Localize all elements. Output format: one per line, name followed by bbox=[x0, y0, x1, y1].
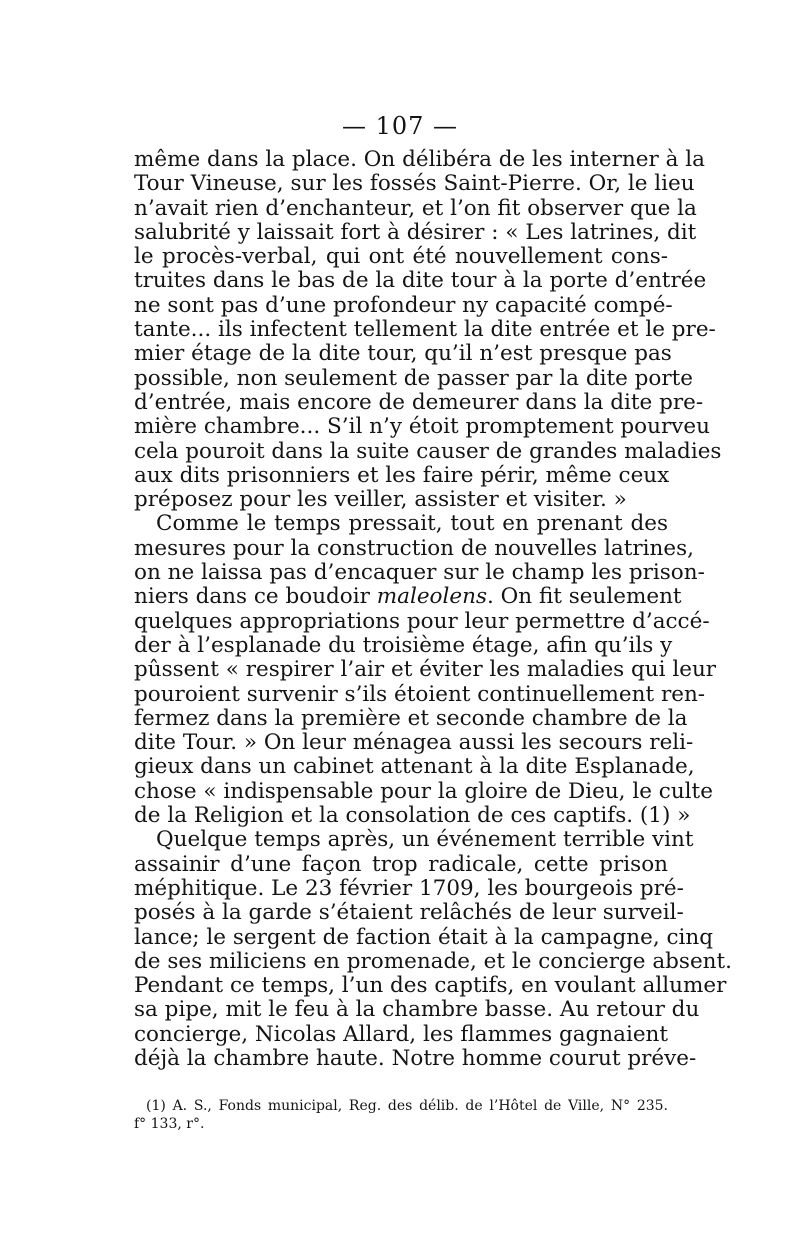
text-line: le procès-verbal, qui ont été nouvellement cons- bbox=[134, 244, 668, 270]
text-line: d’entrée, mais encore de demeurer dans la dite pre- bbox=[134, 389, 704, 415]
text-line: méphitique. Le 23 février 1709, les bourgeois pré- bbox=[134, 875, 684, 901]
text-line: de ses miliciens en promenade, et le concierge absent. bbox=[134, 948, 733, 974]
body-text bbox=[134, 147, 733, 1071]
text-line: Comme le temps pressait, tout en prenant des bbox=[156, 511, 668, 537]
text-line: on ne laissa pas d’encaquer sur le champ les prison- bbox=[134, 560, 705, 586]
footnote-line: (1) A. S., Fonds municipal, Reg. des délib. de l’Hôtel de Ville, N° 235. bbox=[146, 1098, 668, 1114]
footnotes bbox=[134, 1097, 668, 1133]
text-line: Quelque temps après, un événement terrible vint bbox=[156, 827, 694, 853]
text-line: gieux dans un cabinet attenant à la dite Esplanade, bbox=[134, 754, 695, 780]
text-line: assainir d’une façon trop radicale, cette prison bbox=[134, 851, 668, 877]
text-line: préposez pour les veiller, assister et visiter. » bbox=[134, 487, 627, 513]
italic-word: maleolens bbox=[376, 584, 487, 610]
text-line: Tour Vineuse, sur les fossés Saint-Pierre. Or, le lieu bbox=[134, 171, 695, 197]
text-line-mixed bbox=[134, 584, 682, 610]
text-line: ne sont pas d’une profondeur ny capacité compé- bbox=[134, 292, 673, 318]
text-line: truites dans le bas de la dite tour à la porte d’entrée bbox=[134, 268, 707, 294]
text-line: possible, non seulement de passer par la dite porte bbox=[134, 365, 693, 391]
text-line: mier étage de la dite tour, qu’il n’est presque pas bbox=[134, 341, 672, 367]
text-line: déjà la chambre haute. Notre homme courut préve- bbox=[134, 1045, 697, 1071]
text-line: même dans la place. On délibéra de les interner à la bbox=[134, 147, 705, 172]
text-line: lance; le sergent de faction était à la campagne, cinq bbox=[134, 924, 714, 950]
text-line: posés à la garde s’étaient relâchés de leur surveil- bbox=[134, 900, 684, 926]
text-line: mesures pour la construction de nouvelles latrines, bbox=[134, 535, 694, 561]
text-line: Pendant ce temps, l’un des captifs, en voulant allumer bbox=[134, 973, 727, 999]
page-number: — 107 — bbox=[341, 112, 459, 140]
text-line: tante... ils infectent tellement la dite entrée et le pre- bbox=[134, 317, 716, 343]
text-line: n’avait rien d’enchanteur, et l’on fit observer que la bbox=[134, 195, 697, 221]
text-segment: niers dans ce boudoir bbox=[134, 584, 370, 610]
text-line: salubrité y laissait fort à désirer : « Les latrines, dit bbox=[134, 219, 697, 245]
text-segment: . On fit seulement bbox=[486, 584, 682, 610]
text-line: pûssent « respirer l’air et éviter les maladies qui leur bbox=[134, 657, 717, 683]
text-line: quelques appropriations pour leur permettre d’accé- bbox=[134, 608, 710, 634]
text-line: concierge, Nicolas Allard, les flammes gagnaient bbox=[134, 1021, 669, 1047]
text-line: aux dits prisonniers et les faire périr, même ceux bbox=[134, 462, 670, 488]
text-line: cela pouroit dans la suite causer de grandes maladies bbox=[134, 438, 722, 464]
text-line: dite Tour. » On leur ménagea aussi les secours reli- bbox=[134, 730, 694, 756]
text-line: der à l’esplanade du troisième étage, afin qu’ils y bbox=[134, 632, 673, 658]
text-line: de la Religion et la consolation de ces captifs. (1) » bbox=[134, 803, 691, 829]
text-line: pouroient survenir s’ils étoient continuellement ren- bbox=[134, 681, 706, 707]
footnote-line: f° 133, r°. bbox=[134, 1116, 205, 1132]
text-line: chose « indispensable pour la gloire de Dieu, le culte bbox=[134, 778, 713, 804]
text-line: sa pipe, mit le feu à la chambre basse. Au retour du bbox=[134, 997, 700, 1023]
text-line: fermez dans la première et seconde chambre de la bbox=[134, 705, 688, 731]
text-line: mière chambre... S’il n’y étoit promptement pourveu bbox=[134, 414, 710, 440]
